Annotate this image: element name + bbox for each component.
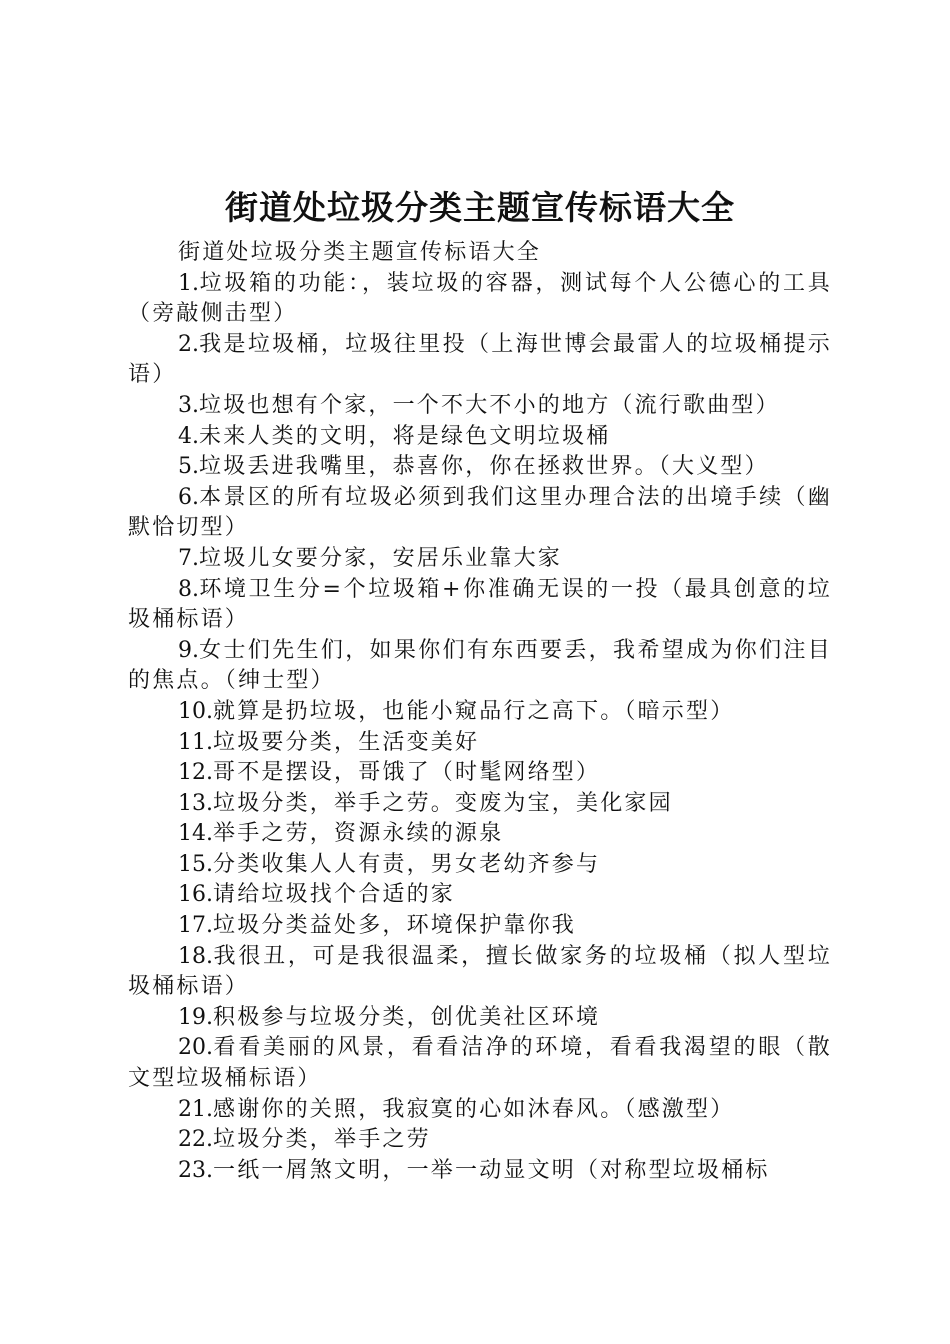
slogan-number: 23. bbox=[178, 1157, 213, 1183]
slogan-text: 垃圾分类，举手之劳。变废为宝，美化家园 bbox=[213, 790, 673, 816]
document-subtitle: 街道处垃圾分类主题宣传标语大全 bbox=[178, 240, 542, 265]
slogan-item bbox=[128, 880, 832, 911]
document-title: 街道处垃圾分类主题宣传标语大全 bbox=[225, 188, 735, 227]
slogan-number: 12. bbox=[178, 760, 213, 786]
slogan-number: 18. bbox=[178, 943, 213, 969]
slogan-text: 看看美丽的风景，看看洁净的环境，看看我渴望的眼（散文型垃圾桶标语） bbox=[128, 1035, 832, 1092]
slogan-item bbox=[128, 911, 832, 942]
slogan-item bbox=[128, 1003, 832, 1034]
slogan-number: 5. bbox=[178, 454, 199, 480]
slogan-item bbox=[128, 728, 832, 759]
slogan-number: 6. bbox=[178, 484, 199, 510]
slogan-number: 3. bbox=[178, 392, 199, 418]
slogan-text: 请给垃圾找个合适的家 bbox=[213, 882, 456, 908]
slogan-text: 垃圾儿女要分家，安居乐业靠大家 bbox=[199, 545, 563, 571]
slogan-number: 14. bbox=[178, 821, 213, 847]
slogan-number: 22. bbox=[178, 1127, 213, 1153]
slogan-number: 16. bbox=[178, 882, 213, 908]
slogan-text: 哥不是摆设，哥饿了（时髦网络型） bbox=[213, 760, 601, 786]
slogan-item bbox=[128, 1095, 832, 1126]
slogan-text: 一纸一屑煞文明，一举一动显文明（对称型垃圾桶标 bbox=[213, 1157, 770, 1183]
slogan-number: 20. bbox=[178, 1035, 213, 1061]
slogan-item bbox=[128, 819, 832, 850]
slogan-item bbox=[128, 1156, 832, 1187]
slogan-number: 7. bbox=[178, 545, 199, 571]
document-page bbox=[128, 180, 832, 1186]
slogan-text: 举手之劳，资源永续的源泉 bbox=[213, 821, 504, 847]
slogan-number: 13. bbox=[178, 790, 213, 816]
slogan-item bbox=[128, 850, 832, 881]
slogan-item bbox=[128, 452, 832, 483]
document-body bbox=[128, 238, 832, 1186]
slogan-number: 4. bbox=[178, 423, 199, 449]
slogan-text: 就算是扔垃圾，也能小窥品行之高下。（暗示型） bbox=[213, 698, 735, 724]
slogan-number: 15. bbox=[178, 851, 213, 877]
slogan-item bbox=[128, 422, 832, 453]
slogan-item bbox=[128, 1033, 832, 1094]
slogan-item bbox=[128, 575, 832, 636]
slogan-text: 垃圾要分类，生活变美好 bbox=[213, 729, 480, 755]
slogan-item bbox=[128, 330, 832, 391]
slogan-text: 垃圾箱的功能：，装垃圾的容器，测试每个人公德心的工具（旁敲侧击型） bbox=[128, 270, 832, 327]
slogan-text: 垃圾分类，举手之劳 bbox=[213, 1127, 431, 1153]
slogan-item bbox=[128, 269, 832, 330]
slogan-number: 2. bbox=[178, 331, 199, 357]
slogan-text: 女士们先生们，如果你们有东西要丢，我希望成为你们注目的焦点。（绅士型） bbox=[128, 637, 832, 694]
slogan-item bbox=[128, 391, 832, 422]
slogan-text: 垃圾也想有个家，一个不大不小的地方（流行歌曲型） bbox=[199, 392, 780, 418]
slogan-item bbox=[128, 483, 832, 544]
slogan-number: 21. bbox=[178, 1096, 213, 1122]
slogan-text: 垃圾分类益处多，环境保护靠你我 bbox=[213, 913, 577, 939]
slogan-item bbox=[128, 697, 832, 728]
slogan-item bbox=[128, 758, 832, 789]
slogan-item bbox=[128, 942, 832, 1003]
slogan-item bbox=[128, 1125, 832, 1156]
slogan-text: 感谢你的关照，我寂寞的心如沐春风。（感激型） bbox=[213, 1096, 735, 1122]
slogan-number: 8. bbox=[178, 576, 199, 602]
slogan-item bbox=[128, 789, 832, 820]
slogan-number: 10. bbox=[178, 698, 213, 724]
slogan-number: 1. bbox=[178, 270, 199, 296]
slogan-text: 分类收集人人有责，男女老幼齐参与 bbox=[213, 851, 601, 877]
slogan-text: 环境卫生分=个垃圾箱+你准确无误的一投（最具创意的垃圾桶标语） bbox=[128, 576, 832, 633]
slogan-number: 9. bbox=[178, 637, 199, 663]
slogan-number: 19. bbox=[178, 1004, 213, 1030]
slogan-item bbox=[128, 544, 832, 575]
slogan-item bbox=[128, 636, 832, 697]
slogan-text: 本景区的所有垃圾必须到我们这里办理合法的出境手续（幽默恰切型） bbox=[128, 484, 832, 541]
slogan-text: 我很丑，可是我很温柔，擅长做家务的垃圾桶（拟人型垃圾桶标语） bbox=[128, 943, 832, 1000]
slogan-text: 垃圾丢进我嘴里，恭喜你，你在拯救世界。（大义型） bbox=[199, 454, 769, 480]
slogan-text: 积极参与垃圾分类，创优美社区环境 bbox=[213, 1004, 601, 1030]
slogan-number: 17. bbox=[178, 913, 213, 939]
slogan-number: 11. bbox=[178, 729, 213, 755]
slogan-text: 未来人类的文明，将是绿色文明垃圾桶 bbox=[199, 423, 611, 449]
slogan-text: 我是垃圾桶，垃圾往里投（上海世博会最雷人的垃圾桶提示语） bbox=[128, 331, 832, 388]
